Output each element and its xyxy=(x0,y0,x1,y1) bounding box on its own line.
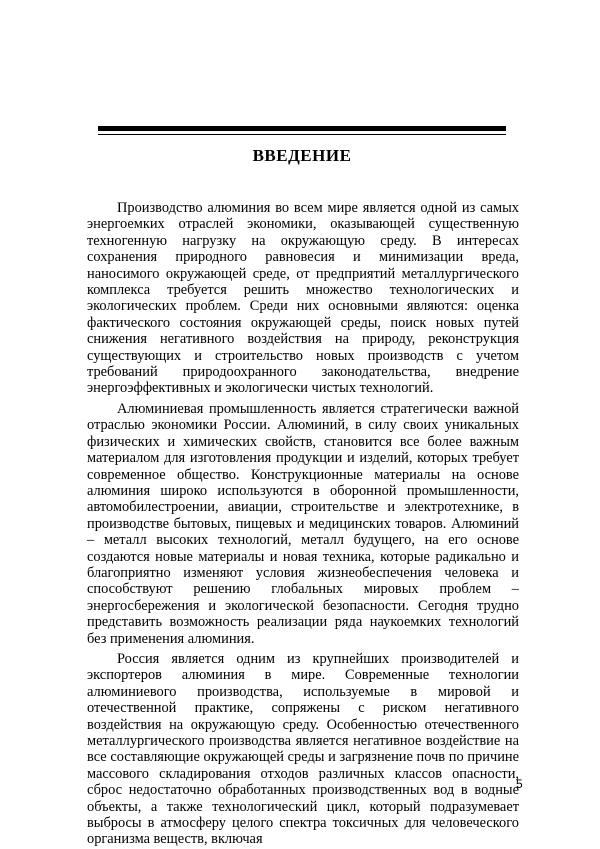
paragraph-2: Алюминиевая промышленность является стратегически важной отраслью экономики России. Алюминий, в силу своих уникальных физических и химических свойств, становится все более важным материалом для изготовления продукции и изделий, которых требует современное общество. Конструкционные материалы на основе алюминия широко используются в оборонной промышленности, автомобилестроении, авиации, строительстве и электротехнике, в производстве бытовых, пищевых и медицинских товаров. Алюминий – металл высоких технологий, металл будущего, на его основе создаются новые материалы и новая техника, которые радикально и благоприятно изменяют условия жизнеобеспечения человека и способствуют решению глобальных мировых проблем – энергосбережения и экологической безопасности. Сегодня трудно представить возможность реализации ряда наукоемких технологий без применения алюминия. xyxy=(87,400,519,647)
header-rule-thin xyxy=(98,134,506,135)
page-number: 5 xyxy=(516,777,523,791)
chapter-title: ВВЕДЕНИЕ xyxy=(252,146,352,165)
body-text xyxy=(87,200,519,848)
header-rule-thick xyxy=(98,126,506,131)
paragraph-1: Производство алюминия во всем мире является одной из самых энергоемких отраслей экономики, оказывающей существенную техногенную нагрузку на окружающую среду. В интересах сохранения природного равновесия и минимизации вреда, наносимого окружающей среде, от предприятий металлургического комплекса требуется решить множество технологических и экологических проблем. Среди них основными являются: оценка фактического состояния окружающей среды, поиск новых путей снижения негативного воздействия на природу, реконструкция существующих и строительство новых производств с учетом требований природоохранного законодательства, внедрение энергоэффективных и экологически чистых технологий. xyxy=(87,200,519,397)
paragraph-3: Россия является одним из крупнейших производителей и экспортеров алюминия в мире. Современные технологии алюминиевого производства, используемые в мировой и отечественной практике, сопряжены с риском негативного воздействия на окружающую среду. Особенностью отечественного металлургического производства является негативное воздействие на все составляющие окружающей среды и загрязнение почв по причине массового складирования отходов различных классов опасности, сброс недостаточно обработанных производственных вод в водные объекты, а также технологический цикл, который подразумевает выбросы в атмосферу целого спектра токсичных для человеческого организма веществ, включая xyxy=(87,650,519,848)
